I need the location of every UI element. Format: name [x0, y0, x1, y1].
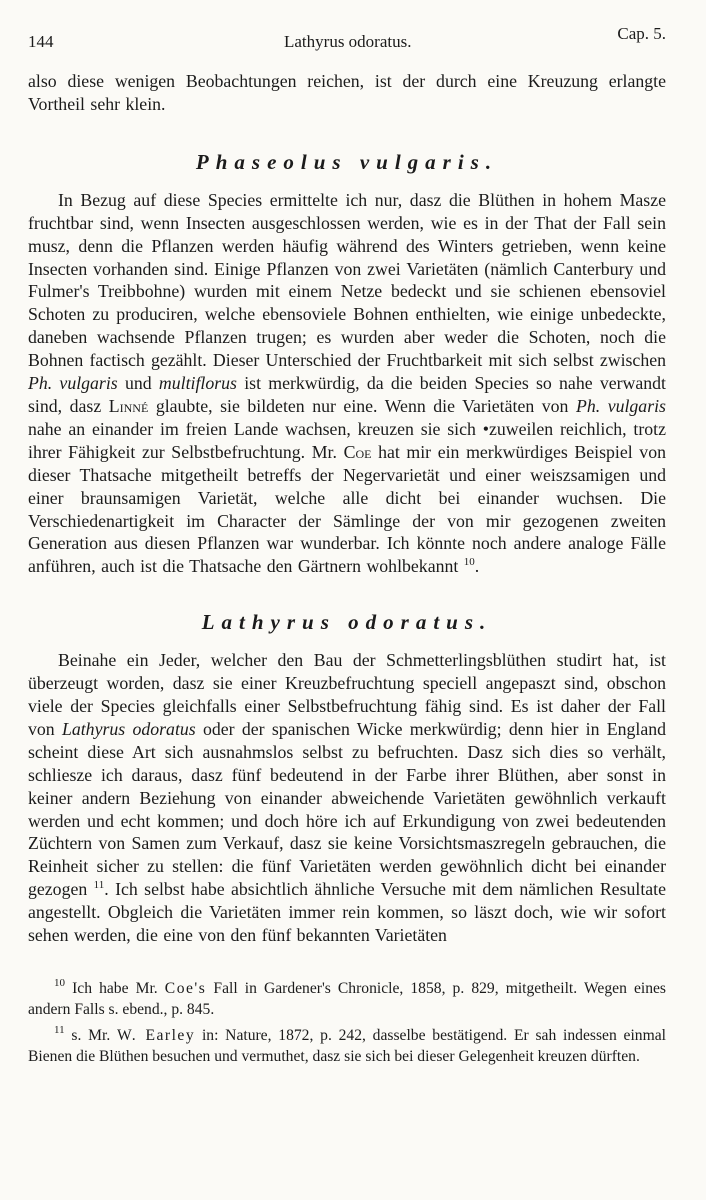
phaseolus-paragraph	[28, 189, 666, 578]
text-run: Ich habe Mr.	[72, 980, 158, 997]
text-run: ist merkwürdig, da die beiden Species so nahe verwandt sind, dasz	[28, 373, 666, 416]
section-title-phaseolus: Phaseolus vulgaris.	[195, 149, 499, 174]
footnote-ref: 11	[93, 879, 105, 892]
species-name: Ph. vulgaris	[575, 395, 666, 416]
text-run: Beinahe ein Jeder, welcher den Bau der Schmetterlingsblüthen studirt hat, ist überzeugt worden, dasz sie einer Kreuzbefruchtung speciell angepaszt sind, obschon viele der Species gleichfalls einer Selbstbefruchtung fähig sind. Es ist daher der Fall von	[28, 650, 666, 739]
running-header	[28, 24, 666, 58]
person-name: Coe's	[164, 980, 207, 997]
text-run: In Bezug auf diese Species ermittelte ich nur, dasz die Blüthen in hohem Masze fruchtbar sind, wenn Insecten ausgeschlossen werden, wie es in der That der Fall sein musz, denn die Pflanzen werden häufig während des Winters getrieben, wenn keine Insecten vorhanden sind. Einige Pflanzen von zwei Varietäten (nämlich Canterbury und Fulmer's Treibbohne) wurden mit einem Netze bedeckt und sie schienen ebensoviel Schoten zu produciren, welche ebensoviele Bohnen enthielten, wie einige unbedeckte, daneben wachsende Pflanzen trugen; es wurden aber weder die Schoten, noch die Bohnen factisch gezählt. Dieser Unterschied der Fruchtbarkeit mit sich selbst zwischen	[28, 189, 666, 371]
section-title-lathyrus: Lathyrus odoratus.	[201, 610, 493, 635]
text-run: oder der spanischen Wicke merkwürdig; denn hier in England scheint diese Art sich ausnahmslos selbst zu befruchten. Dasz sich dies so verhält, schliesze ich daraus, dasz fünf bedeutend in der Farbe ihrer Blüthen, aber sonst in keiner andern Beziehung von einander abweichende Varietäten gewöhnlich verkauft werden und echt kommen; und doch höre ich auf Erkundigung von zwei bedeutenden Züchtern von Samen zum Verkauf, dasz sie keine Vorsichtsmaszregeln gebrauchen, die Reinheit sicher zu stellen: die fünf Varietäten werden gewöhnlich dicht bei einander gezogen	[28, 718, 666, 900]
text-run: s. Mr.	[71, 1027, 111, 1044]
text-run: Fall in Gardener's Chronicle, 1858, p. 829, mitgetheilt. Wegen eines andern Falls s. ebend., p. 845.	[28, 980, 666, 1018]
footnote-ref: 10	[463, 556, 475, 569]
species-name: Ph. vulgaris	[28, 373, 118, 394]
text-run: hat mir ein merkwürdiges Beispiel von dieser Thatsache mitgetheilt betreffs der Negervarietät und einer weiszsamigen und einer braunsamigen Varietät, welche alle dicht bei einander wuchsen. Die Verschiedenartigkeit im Character der Sämlinge der von mir gezogenen zweiten Generation aus diesen Pflanzen war wunderbar. Ich könnte noch andere analoge Fälle anführen, auch ist die Thatsache den Gärtnern wohlbekannt	[28, 441, 666, 577]
person-name: W. Earley	[117, 1027, 196, 1044]
chapter-label: Cap. 5.	[617, 24, 666, 43]
running-title: Lathyrus odoratus.	[284, 32, 412, 51]
footnote	[28, 979, 666, 1020]
text-run: nahe an einander im freien Lande wachsen, kreuzen sie sich •zuweilen reichlich, trotz ihrer Fähigkeit zur Selbstbefruchtung. Mr.	[28, 418, 666, 462]
lathyrus-paragraph	[28, 649, 666, 947]
footnote-number: 11	[54, 1024, 65, 1036]
text-run: und	[124, 373, 152, 394]
species-name: multiflorus	[158, 373, 237, 394]
footnote-number: 10	[54, 977, 65, 989]
continuation-paragraph: also diese wenigen Beobachtungen reichen, ist der durch eine Kreuzung erlangte Vortheil sehr klein.	[28, 71, 666, 114]
text-run: . Ich selbst habe absichtlich ähnliche Versuche mit dem nämlichen Resultate angestellt. Obgleich die Varietäten immer rein kommen, so läszt doch, wie wir sofort sehen werden, die eine von den fünf bekannten Varietäten	[28, 879, 666, 946]
text-run: glaubte, sie bildeten nur eine. Wenn die Varietäten von	[155, 395, 569, 416]
person-name: Coe	[343, 441, 372, 462]
species-name: Lathyrus odoratus	[61, 718, 196, 739]
page-number: 144	[28, 32, 54, 51]
text-run: .	[474, 556, 480, 577]
text-run: in: Nature, 1872, p. 242, dasselbe bestätigend. Er sah indessen einmal Bienen die Blüthen besuchen und vermuthet, dasz sie sich bei dieser Gelegenheit kreuzen dürften.	[28, 1027, 666, 1065]
author-name: Linné	[108, 395, 149, 416]
footnote	[28, 1026, 666, 1067]
